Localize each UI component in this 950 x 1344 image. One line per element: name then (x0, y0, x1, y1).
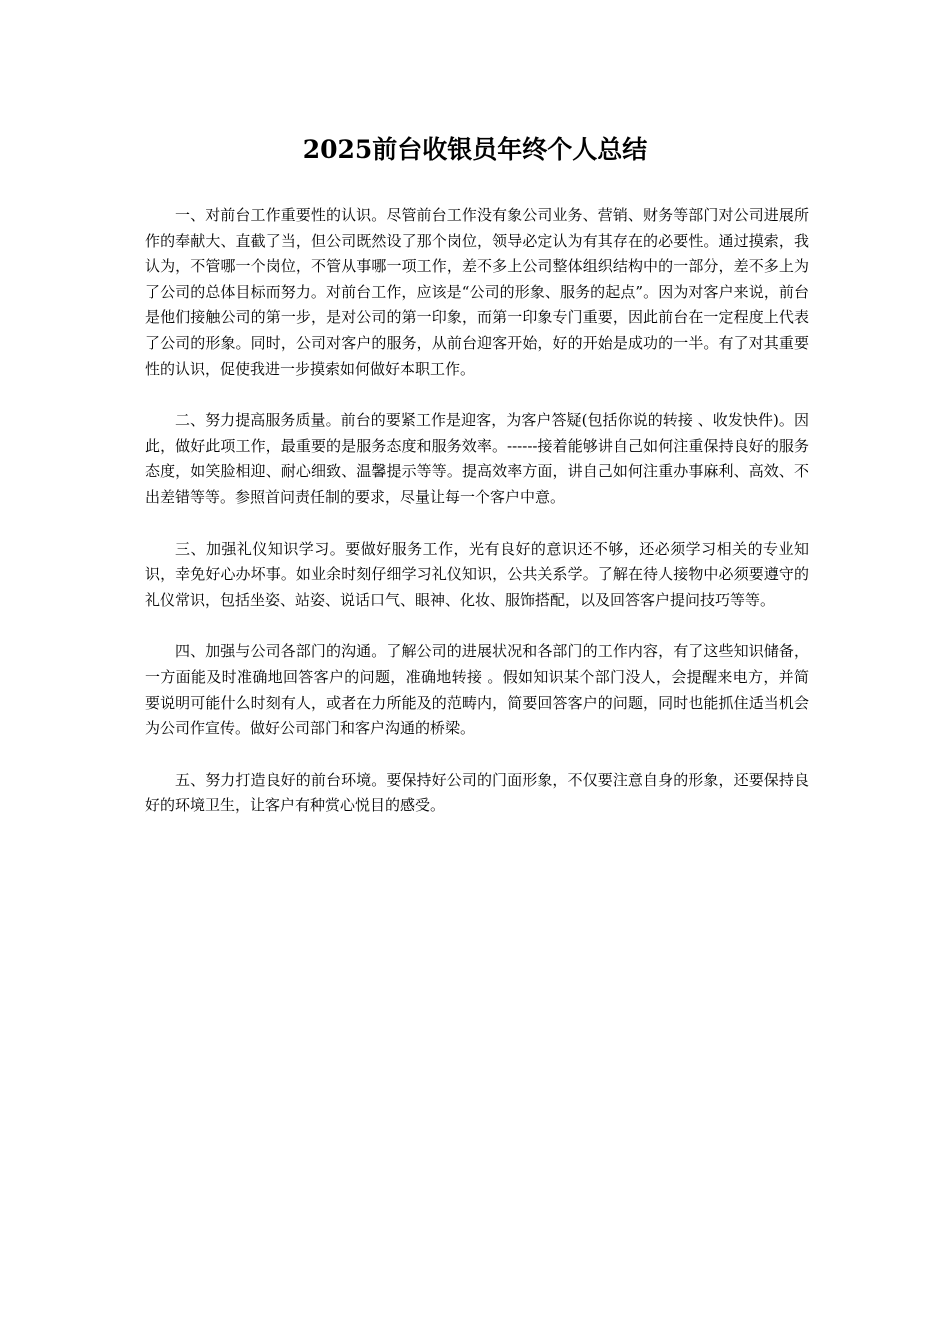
paragraph-5: 五、努力打造良好的前台环境。要保持好公司的门面形象，不仅要注意自身的形象，还要保持良好的环境卫生，让客户有种赏心悦目的感受。 (145, 770, 809, 815)
paragraph-4: 四、加强与公司各部门的沟通。了解公司的进展状况和各部门的工作内容，有了这些知识储备，一方面能及时准确地回答客户的问题，准确地转接 。假如知识某个部门没人，会提醒来电方，并简要说明可能什么时刻有人，或者在力所能及的范畴内，简要回答客户的问题，同时也能抓住适当机会为公司作宣传。做好公司部门和客户沟通的桥梁。 (145, 642, 809, 738)
paragraph-2: 二、努力提高服务质量。前台的要紧工作是迎客，为客户答疑(包括你说的转接 、收发快件)。因此，做好此项工作，最重要的是服务态度和服务效率。------接着能够讲自己如何注重保持良好的服务态度，如笑脸相迎、耐心细致、温馨提示等等。提高效率方面，讲自己如何注重办事麻利、高效、不出差错等等。参照首问责任制的要求，尽量让每一个客户中意。 (145, 411, 809, 506)
document-body (145, 203, 809, 845)
paragraph-3: 三、加强礼仪知识学习。要做好服务工作，光有良好的意识还不够，还必须学习相关的专业知识，幸免好心办坏事。如业余时刻仔细学习礼仪知识，公共关系学。了解在待人接物中必须要遵守的礼仪常识，包括坐姿、站姿、说话口气、眼神、化妆、服饰搭配，以及回答客户提问技巧等等。 (145, 539, 809, 609)
document-title: 2025前台收银员年终个人总结 (302, 135, 648, 164)
paragraph-1: 一、对前台工作重要性的认识。尽管前台工作没有象公司业务、营销、财务等部门对公司进展所作的奉献大、直截了当，但公司既然设了那个岗位，领导必定认为有其存在的必要性。通过摸索，我认为，不管哪一个岗位，不管从事哪一项工作，差不多上公司整体组织结构中的一部分，差不多上为了公司的总体目标而努力。对前台工作，应该是“公司的形象、服务的起点”。因为对客户来说，前台是他们接触公司的第一步，是对公司的第一印象，而第一印象专门重要，因此前台在一定程度上代表了公司的形象。同时，公司对客户的服务，从前台迎客开始，好的开始是成功的一半。有了对其重要性的认识，促使我进一步摸索如何做好本职工作。 (145, 206, 809, 378)
